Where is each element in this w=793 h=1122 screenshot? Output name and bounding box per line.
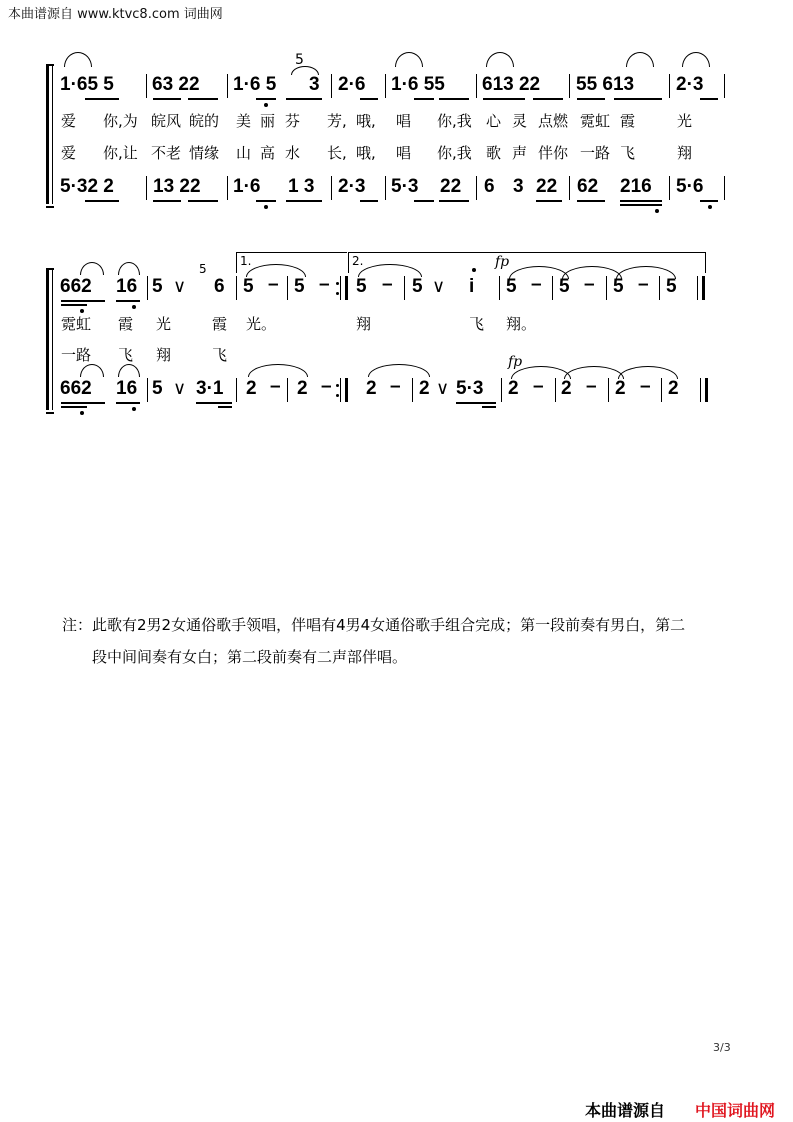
barline [669, 74, 670, 98]
harmony-measure: 1 3 [288, 176, 315, 197]
low-octave-dot [655, 209, 659, 213]
beam-line [256, 98, 276, 100]
barline [227, 74, 228, 98]
lyric: 芳, [327, 112, 347, 130]
lyric: 飞 [118, 346, 134, 364]
harmony-measure: 22 [440, 176, 462, 197]
low-octave-dot [132, 305, 136, 309]
barline [146, 74, 147, 98]
beam-line [61, 406, 87, 408]
harmony-measure: 5·3 [456, 378, 484, 399]
lyric: 翔 [677, 144, 693, 162]
lyric: 哦, [356, 144, 376, 162]
final-barline [702, 276, 705, 300]
lyric: 唱 [396, 144, 412, 162]
beam-line [414, 200, 434, 202]
lyric: 霞 [212, 315, 228, 333]
dash: – [533, 376, 544, 397]
lyric: 高 [260, 144, 276, 162]
grace-note: 5 [295, 52, 304, 68]
beam-line [256, 200, 276, 202]
lyric: 霞 [118, 315, 134, 333]
repeat-dot [336, 282, 339, 285]
barline [724, 74, 725, 98]
harmony-note: 2 [668, 378, 679, 399]
lyric: 霓虹 [61, 315, 92, 333]
harmony-note: 2 [561, 378, 572, 399]
lyric: 飞 [620, 144, 636, 162]
lyric: 情缘 [189, 144, 220, 162]
system-bracket [46, 270, 49, 410]
harmony-measure: 2·3 [338, 176, 366, 197]
melody-note: 5 [666, 276, 677, 297]
barline [606, 276, 607, 300]
breath-mark: ∨ [173, 276, 187, 297]
slur [118, 262, 140, 275]
lyric: 你,我 [437, 112, 472, 130]
low-octave-dot [264, 103, 268, 107]
barline [146, 176, 147, 200]
barline [412, 378, 413, 402]
harmony-note: 2 [419, 378, 430, 399]
harmony-measure: 5·32 2 [60, 176, 114, 197]
breath-mark: ∨ [173, 378, 187, 399]
barline [287, 276, 288, 300]
bracket-cap-top [46, 64, 54, 71]
barline [147, 378, 148, 402]
lyric: 你,让 [103, 144, 138, 162]
dash: – [586, 376, 597, 397]
final-barline [705, 378, 708, 402]
harmony-note: 2 [297, 378, 308, 399]
barline [697, 276, 698, 300]
beam-line [116, 300, 140, 302]
melody-measure: 2·6 [338, 74, 366, 95]
barline [340, 276, 341, 300]
beam-line [577, 98, 605, 100]
melody-measure: 662 [60, 276, 92, 297]
lyric: 声 [512, 144, 528, 162]
beam-line [116, 402, 140, 404]
melody-note: 5 [559, 276, 570, 297]
bracket-cap-top [46, 268, 54, 275]
harmony-measure: 6 [484, 176, 495, 197]
repeat-barline [345, 276, 348, 300]
barline [569, 176, 570, 200]
lyric: 爱 [61, 144, 77, 162]
beam-line [360, 98, 378, 100]
barline [476, 176, 477, 200]
beam-line [536, 200, 562, 202]
system-bracket-line [52, 66, 53, 204]
harmony-note: 2 [508, 378, 519, 399]
melody-measure: 63 22 [152, 74, 200, 95]
slur [118, 364, 140, 377]
dash: – [390, 376, 401, 397]
harmony-measure: 1·6 [233, 176, 261, 197]
high-octave-dot [472, 268, 476, 272]
melody-note: i [469, 276, 475, 297]
volta-2-label: 2. [352, 254, 364, 268]
melody-measure: 1·6 5 [233, 74, 277, 95]
slur [80, 262, 104, 275]
barline [331, 74, 332, 98]
lyric: 你,我 [437, 144, 472, 162]
barline [147, 276, 148, 300]
volta-1-label: 1. [240, 254, 252, 268]
low-octave-dot [264, 205, 268, 209]
lyric: 你,为 [103, 112, 138, 130]
slur [291, 66, 319, 75]
system-bracket [46, 66, 49, 204]
dash: – [319, 274, 330, 295]
beam-line [614, 98, 662, 100]
beam-line [700, 200, 718, 202]
beam-line [483, 98, 525, 100]
lyric: 水 [285, 144, 301, 162]
melody-measure: 55 613 [576, 74, 635, 95]
low-octave-dot [708, 205, 712, 209]
beam-line [533, 98, 563, 100]
melody-measure: 1·65 5 [60, 74, 114, 95]
lyric: 飞 [469, 315, 485, 333]
melody-note: 5 [506, 276, 517, 297]
harmony-note: 2 [246, 378, 257, 399]
tie [618, 366, 678, 379]
beam-line [153, 98, 181, 100]
harmony-measure: 13 22 [153, 176, 201, 197]
system-bracket-line [52, 270, 53, 410]
slur [395, 52, 423, 67]
lyric: 皖风 [151, 112, 182, 130]
slur [682, 52, 710, 67]
lyric: 不老 [151, 144, 182, 162]
harmony-measure: 5·6 [676, 176, 704, 197]
page-number: 3/3 [713, 1041, 731, 1054]
lyric: 翔。 [506, 315, 537, 333]
barline [669, 176, 670, 200]
harmony-measure: 22 [536, 176, 558, 197]
melody-note: 5 [356, 276, 367, 297]
footer-source-label: 本曲谱源自 [585, 1101, 666, 1120]
beam-line [188, 98, 218, 100]
beam-line [153, 200, 181, 202]
melody-measure: 1·6 55 [391, 74, 445, 95]
beam-line [286, 200, 322, 202]
lyric: 光。 [246, 315, 277, 333]
melody-note: 5 [412, 276, 423, 297]
beam-line [620, 204, 662, 206]
melody-measure: 2·3 [676, 74, 704, 95]
repeat-dot [336, 292, 339, 295]
grace-note: 5 [199, 262, 207, 276]
lyric: 长, [327, 144, 347, 162]
beam-line [577, 200, 605, 202]
harmony-note: 2 [615, 378, 626, 399]
dash: – [321, 376, 332, 397]
beam-line [286, 98, 322, 100]
melody-note: 5 [613, 276, 624, 297]
lyric: 翔 [156, 346, 172, 364]
melody-note: 5 [243, 276, 254, 297]
note-line-1: 注：此歌有2男2女通俗歌手领唱，伴唱有4男4女通俗歌手组合完成；第一段前奏有男白，第二 [62, 616, 686, 634]
low-octave-dot [80, 411, 84, 415]
beam-line [482, 406, 496, 408]
lyric: 芬 [285, 112, 301, 130]
beam-line [620, 200, 662, 202]
beam-line [85, 200, 119, 202]
slur [64, 52, 92, 67]
dash: – [382, 274, 393, 295]
dash: – [638, 274, 649, 295]
lyric: 美 [236, 112, 252, 130]
harmony-measure: 3·1 [196, 378, 224, 399]
low-octave-dot [132, 407, 136, 411]
barline [661, 378, 662, 402]
barline [555, 378, 556, 402]
barline [501, 378, 502, 402]
harmony-measure: 5·3 [391, 176, 419, 197]
repeat-barline [345, 378, 348, 402]
lyric: 山 [236, 144, 252, 162]
barline [385, 74, 386, 98]
beam-line [439, 98, 469, 100]
lyric: 点燃 [538, 112, 569, 130]
lyric: 灵 [512, 112, 528, 130]
melody-note: 6 [214, 276, 225, 297]
melody-note: 5 [152, 276, 163, 297]
harmony-measure: 62 [577, 176, 599, 197]
barline [700, 378, 701, 402]
beam-line [700, 98, 718, 100]
melody-measure: 16 [116, 276, 138, 297]
lyric: 爱 [61, 112, 77, 130]
dynamic-marking: fp [495, 254, 510, 270]
lyric: 丽 [260, 112, 276, 130]
harmony-measure: 16 [116, 378, 138, 399]
harmony-measure: 216 [620, 176, 652, 197]
barline [227, 176, 228, 200]
beam-line [85, 98, 119, 100]
beam-line [439, 200, 469, 202]
barline [724, 176, 725, 200]
barline [404, 276, 405, 300]
dash: – [640, 376, 651, 397]
barline [236, 276, 237, 300]
beam-line [360, 200, 378, 202]
beam-line [188, 200, 218, 202]
lyric: 歌 [486, 144, 502, 162]
breath-mark: ∨ [436, 378, 450, 399]
note-line-2: 段中间间奏有女白；第二段前奏有二声部伴唱。 [92, 648, 408, 666]
barline [385, 176, 386, 200]
slur [80, 364, 104, 377]
barline [552, 276, 553, 300]
barline [340, 378, 341, 402]
beam-line [218, 406, 232, 408]
bracket-cap-bottom [46, 407, 54, 414]
dash: – [270, 376, 281, 397]
slur [486, 52, 514, 67]
barline [331, 176, 332, 200]
beam-line [61, 402, 105, 404]
tie [564, 366, 624, 379]
beam-line [61, 304, 87, 306]
barline [659, 276, 660, 300]
repeat-dot [336, 384, 339, 387]
melody-note: 3 [309, 74, 320, 95]
harmony-note: 5 [152, 378, 163, 399]
barline [236, 378, 237, 402]
dash: – [268, 274, 279, 295]
harmony-measure: 662 [60, 378, 92, 399]
melody-measure: 613 22 [482, 74, 541, 95]
dash: – [584, 274, 595, 295]
barline [608, 378, 609, 402]
dynamic-marking: fp [508, 354, 523, 370]
source-header: 本曲谱源自 www.ktvc8.com 词曲网 [8, 7, 223, 22]
repeat-dot [336, 394, 339, 397]
lyric: 翔 [356, 315, 372, 333]
lyric: 霓虹 [580, 112, 611, 130]
lyric: 一路 [61, 346, 92, 364]
lyric: 唱 [396, 112, 412, 130]
lyric: 一路 [580, 144, 611, 162]
lyric: 伴你 [538, 144, 569, 162]
beam-line [61, 300, 105, 302]
lyric: 飞 [212, 346, 228, 364]
barline [569, 74, 570, 98]
beam-line [414, 98, 434, 100]
lyric: 霞 [620, 112, 636, 130]
tie [368, 364, 430, 377]
dash: – [531, 274, 542, 295]
barline [476, 74, 477, 98]
barline [499, 276, 500, 300]
melody-note: 5 [294, 276, 305, 297]
bracket-cap-bottom [46, 201, 54, 208]
lyric: 皖的 [189, 112, 220, 130]
lyric: 心 [486, 112, 502, 130]
lyric: 光 [677, 112, 693, 130]
harmony-measure: 3 [513, 176, 524, 197]
barline [287, 378, 288, 402]
footer-site-name[interactable]: 中国词曲网 [695, 1101, 776, 1120]
beam-line [196, 402, 232, 404]
harmony-note: 2 [366, 378, 377, 399]
lyric: 哦, [356, 112, 376, 130]
lyric: 光 [156, 315, 172, 333]
tie [248, 364, 308, 377]
slur [626, 52, 654, 67]
breath-mark: ∨ [432, 276, 446, 297]
beam-line [456, 402, 496, 404]
